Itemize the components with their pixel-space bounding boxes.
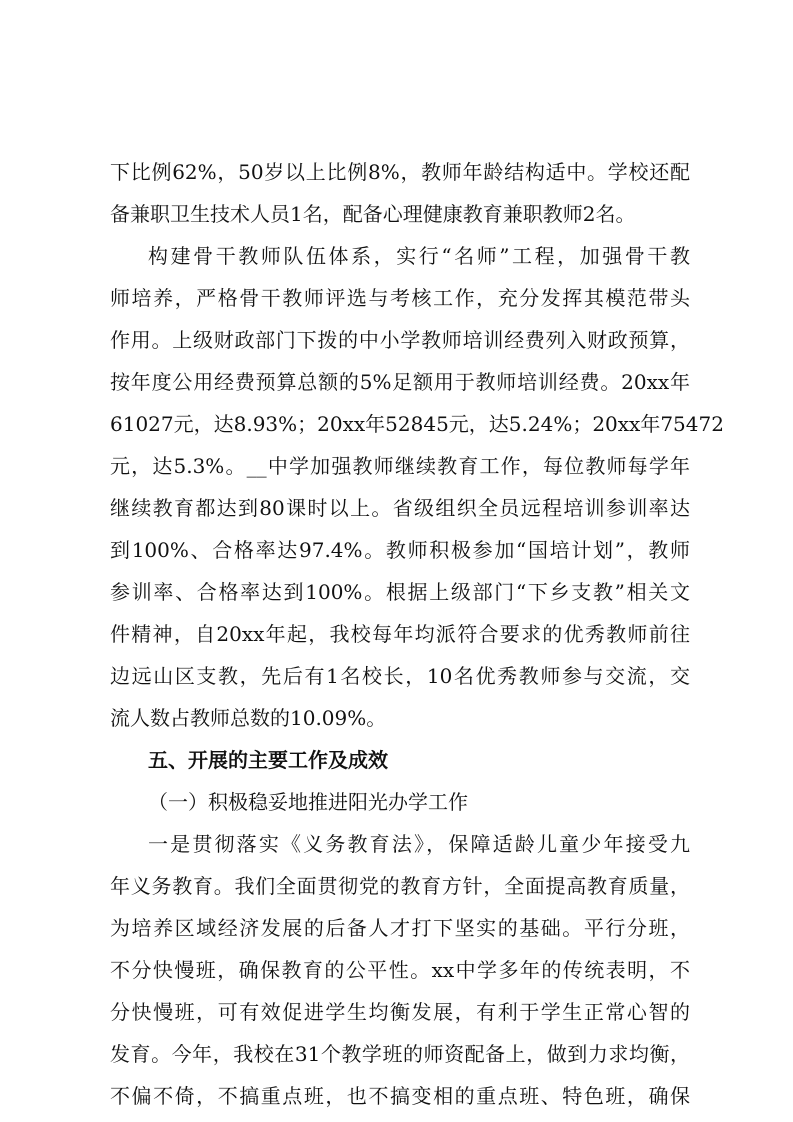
text-line: 到100%、合格率达97.4%。教师积极参加“国培计划”，教师 [110, 538, 690, 562]
text-line: 元，达5.3%。__中学加强教师继续教育工作，每位教师每学年 [110, 454, 690, 478]
text-line: 年义务教育。我们全面贯彻党的教育方针，全面提高教育质量， [110, 874, 690, 898]
section-heading: 五、开展的主要工作及成效 [148, 748, 388, 772]
text-line: 不分快慢班，确保教育的公平性。xx中学多年的传统表明，不 [110, 958, 690, 982]
text-line: 下比例62%，50岁以上比例8%，教师年龄结构适中。学校还配 [110, 160, 690, 184]
text-line: 继续教育都达到80课时以上。省级组织全员远程培训参训率达 [110, 496, 690, 520]
subsection-heading: （一）积极稳妥地推进阳光办学工作 [148, 790, 468, 814]
text-line: 构建骨干教师队伍体系，实行“名师”工程，加强骨干教 [148, 244, 690, 268]
text-line: 发育。今年，我校在31个教学班的师资配备上，做到力求均衡， [110, 1042, 690, 1066]
text-line: 件精神，自20xx年起，我校每年均派符合要求的优秀教师前往 [110, 622, 690, 646]
text-line: 备兼职卫生技术人员1名，配备心理健康教育兼职教师2名。 [110, 202, 636, 226]
text-line: 不偏不倚，不搞重点班，也不搞变相的重点班、特色班，确保 [110, 1084, 690, 1108]
text-line: 参训率、合格率达到100%。根据上级部门“下乡支教”相关文 [110, 580, 690, 604]
text-line: 为培养区域经济发展的后备人才打下坚实的基础。平行分班， [110, 916, 690, 940]
text-line: 按年度公用经费预算总额的5%足额用于教师培训经费。20xx年 [110, 370, 690, 394]
text-line: 作用。上级财政部门下拨的中小学教师培训经费列入财政预算， [110, 328, 690, 352]
text-line: 流人数占教师总数的10.09%。 [110, 706, 387, 730]
text-line: 边远山区支教，先后有1名校长，10名优秀教师参与交流，交 [110, 664, 690, 688]
text-line: 分快慢班，可有效促进学生均衡发展，有利于学生正常心智的 [110, 1000, 690, 1024]
text-line: 61027元，达8.93%；20xx年52845元，达5.24%；20xx年75472 [110, 412, 724, 436]
text-line: 一是贯彻落实《义务教育法》，保障适龄儿童少年接受九 [148, 832, 690, 856]
text-line: 师培养，严格骨干教师评选与考核工作，充分发挥其模范带头 [110, 286, 690, 310]
